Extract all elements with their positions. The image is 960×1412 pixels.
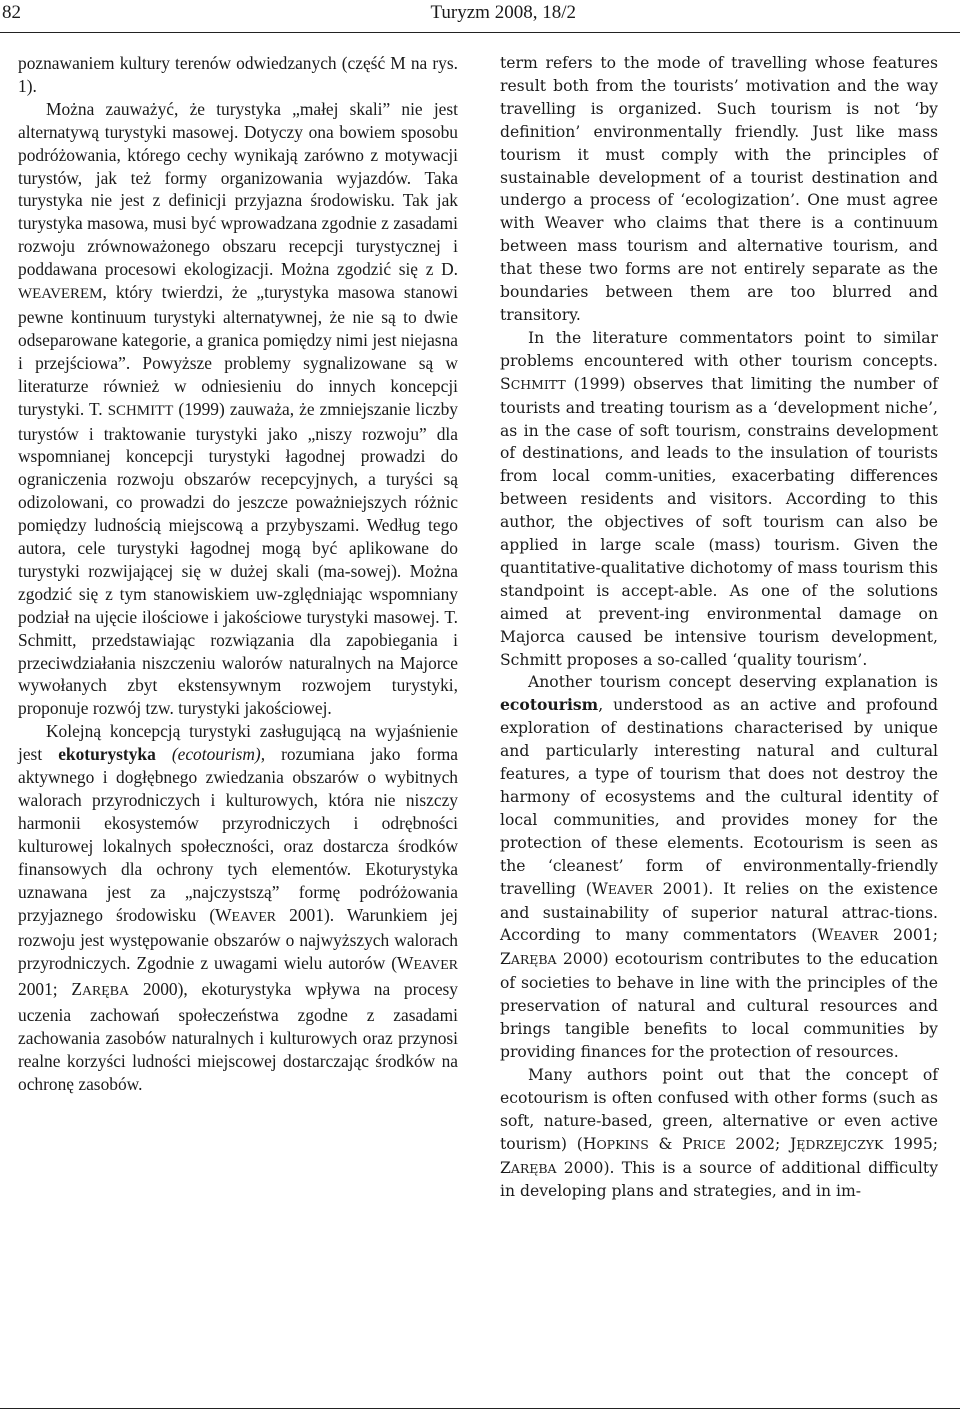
paragraph: Many authors point out that the concept of ecotourism is often confused with other forms (such as soft, nature-based, green, alternative or even active tourism) (HOPKINS & PRICE 2002; JĘDRZEJCZYK 1995; ZARĘBA 2000). This is a source of additional difficulty in developing plans and strategies, and in im- — [500, 1065, 938, 1201]
paragraph: term refers to the mode of travelling whose features result both from the tourists’ motivation and the way travelling is organized. Such tourism is not ‘by definition’ environmentally friendly. Just like mass tourism it must comply with the principles of sustainable development of a tourist destination and undergo a process of ‘ecologization’. One must agree with Weaver who claims that there is a continuum between mass tourism and alternative tourism, and that these two forms are not entirely separate as the boundaries between them are too blurred and transitory. — [500, 54, 938, 324]
english-column — [500, 52, 938, 1203]
header-rule — [0, 32, 960, 33]
paragraph: Można zauważyć, że turystyka „małej skali” nie jest alternatywą turystyki masowej. Dotyczy ona bowiem sposobu podróżowania, którego cechy wynikają zarówno z motywacji turystów, jak też formy organizowania wyjazdów. Taka turystyka nie jest z definicji przyjazna środowisku. Tak jak turystyka masowa, musi być wprowadzana zgodnie z zasadami rozwoju zrównoważonego obszaru recepcji turystycznej i poddawana procesowi ekologizacji. Można zgodzić się z D. WEAVEREM, który twierdzi, że „turystyka masowa stanowi pewne kontinuum turystyki alternatywnej, że nie są to dwie odseparowane kategorie, a granica pomiędzy nimi jest niejasna i przejściowa”. Powyższe problemy sygnalizowane są w literaturze również w odniesieniu do innych koncepcji turystyki. T. SCHMITT (1999) zauważa, że zmniejszanie liczby turystów i traktowanie turystyki jako „niszy rozwoju” dla wspomnianej koncepcji turystyki łagodnej prowadzi do ograniczenia rozwoju obszarów recepcyjnych, a turyści są odizolowani, co prowadzi do jeszcze poważniejszych różnic pomiędzy ludnością miejscową a przybyszami. Według tego autora, cele turystyki łagodnej mogą być aplikowane do turystyki rozwijającej się w dużej skali (ma-sowej). Można zgodzić się z tym stanowiskiem uw-zględniając wspomniany podział na ujęcie ilościowe i jakościowe turystyki masowej. T. Schmitt, przedstawiając rozwiązania dla zapobiegania i przeciwdziałania niszczeniu walorów naturalnych na Majorce wywołanych zbyt ekstensywnym rozwojem turystyki, proponuje rozwój tzw. turystyki jakościowej. — [18, 98, 458, 719]
paragraph: In the literature commentators point to similar problems encountered with other tourism concepts. SCHMITT (1999) observes that limiting the number of tourists and treating tourism as a ‘development niche’, as in the case of soft tourism, constrains development of destinations, and leads to the insulation of tourists from local comm-unities, exacerbating differences between residents and visitors. According to this author, the objectives of soft tourism can also be applied in large scale (mass) tourism. Given the quantitative-qualitative dichotomy of mass tourism this standpoint is accept-able. As one of the solutions aimed at prevent-ing environmental damage on Majorca caused be intensive tourism development, Schmitt proposes a so-called ‘quality tourism’. — [500, 328, 938, 669]
journal-citation: Turyzm 2008, 18/2 — [430, 2, 576, 23]
footer-rule — [0, 1408, 960, 1409]
term-ecotourism: ecotourism — [500, 695, 599, 715]
page-header — [0, 0, 960, 36]
polish-column — [18, 52, 458, 1096]
page-number: 82 — [2, 2, 21, 23]
term-ekoturystyka: ekoturystyka — [58, 744, 156, 765]
paragraph: Kolejną koncepcją turystyki zasługującą na wyjaśnienie jest ekoturystyka (ecotourism), rozumiana jako forma aktywnego i dogłębnego zwiedzania obszarów o wybitnych walorach przyrodniczych i kulturowych, która nie niszczy harmonii ekosystemów przyrodniczych i odrębności kulturowej lokalnych społeczności, oraz dostarcza środków finansowych dla ochrony tych elementów. Ekoturystyka uznawana jest za „najczystszą” formę podróżowania przyjaznego środowisku (WEAVER 2001). Warunkiem jej rozwoju jest występowanie obszarów o najwyższych walorach przyrodniczych. Zgodnie z uwagami wielu autorów (WEAVER 2001; ZARĘBA 2000), ekoturystyka wpływa na procesy uczenia zachowań społeczeństwa zgodne z zasadami zachowania zasobów naturalnych i kulturowych oraz przynosi realne korzyści ludności miejscowej dostarczając środków na ochronę zasobów. — [18, 721, 459, 1094]
paragraph: poznawaniem kultury terenów odwiedzanych (część M na rys. 1). — [18, 53, 458, 96]
paragraph: Another tourism concept deserving explanation is ecotourism, understood as an active and profound exploration of destinations characterised by unique and particularly interesting natural and cultural features, a type of tourism that does not destroy the harmony of ecosystems and the cultural identity of local communities, and provides money for the protection of these elements. Ecotourism is seen as the ‘cleanest’ form of environmentally-friendly travelling (WEAVER 2001). It relies on the existence and sustainability of superior natural attrac-tions. According to many commentators (WEAVER 2001; ZARĘBA 2000) ecotourism contributes to the education of societies to behave in line with the principles of the preservation of natural and cultural resources and brings tangible benefits to local communities by providing finances for the protection of resources. — [500, 673, 938, 1061]
